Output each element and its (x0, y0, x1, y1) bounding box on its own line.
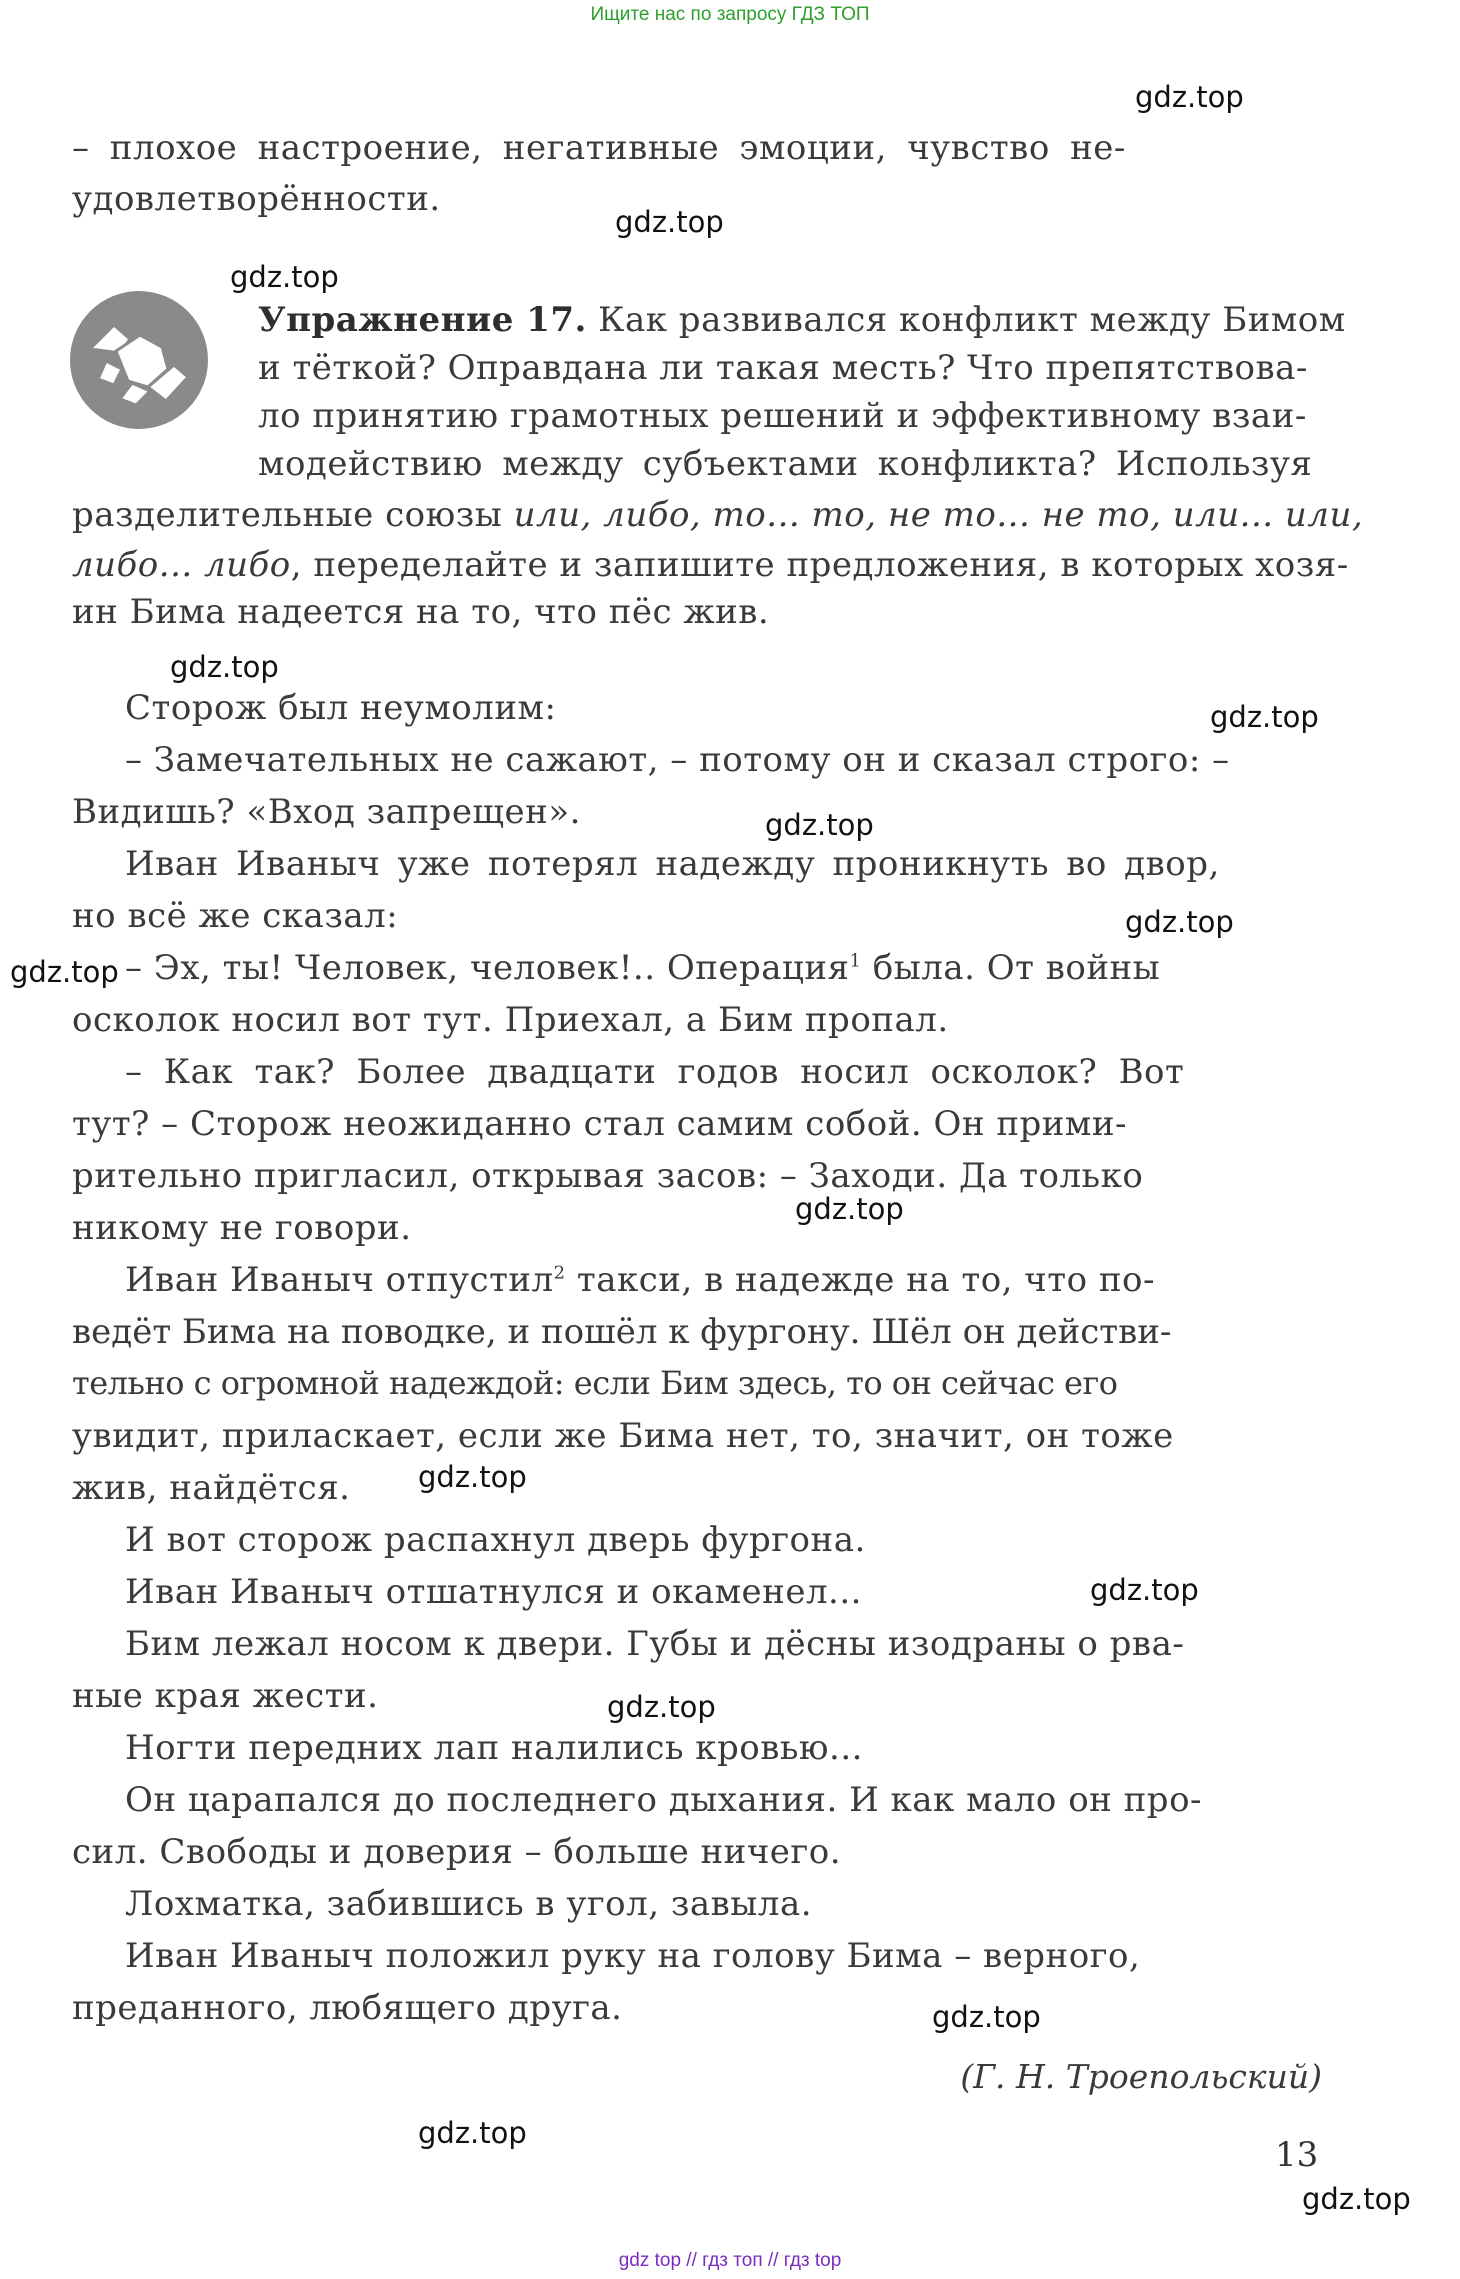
story-line: Лохматка, забившись в угол, завыла. (125, 1884, 813, 1924)
story-line: увидит, приласкает, если же Бима нет, то, значит, он тоже (72, 1416, 1174, 1456)
conjunctions-list: или, либо, то... то, не то... не то, или... или, (513, 495, 1364, 535)
story-line: Иван Иваныч отшатнулся и окаменел... (125, 1572, 862, 1612)
exercise-line: модействию между субъектами конфликта? Используя (258, 444, 1313, 484)
story-line: тельно с огромной надеждой: если Бим здесь, то он сейчас его (72, 1364, 1118, 1402)
story-line: сил. Свободы и доверия – больше ничего. (72, 1832, 842, 1872)
watermark: gdz.top (1210, 700, 1319, 734)
watermark: gdz.top (765, 808, 874, 842)
top-banner[interactable]: Ищите нас по запросу ГДЗ ТОП (590, 4, 870, 25)
watermark: gdz.top (607, 1690, 716, 1724)
footnote-mark: 2 (553, 1262, 566, 1284)
story-line: Ногти передних лап налились кровью... (125, 1728, 863, 1768)
story-line: но всё же сказал: (72, 896, 399, 936)
page-number: 13 (1275, 2135, 1319, 2175)
story-line: И вот сторож распахнул дверь фургона. (125, 1520, 866, 1560)
exercise-text: разделительные союзы (72, 495, 514, 535)
story-line: ведёт Бима на поводке, и пошёл к фургону. Шёл он действи- (72, 1312, 1172, 1352)
exercise-line (72, 545, 1349, 585)
intro-line: удовлетворённости. (72, 179, 441, 219)
story-line: Видишь? «Вход запрещен». (72, 792, 581, 832)
watermark: gdz.top (1302, 2182, 1411, 2216)
footnote-mark: 1 (849, 950, 862, 972)
intro-line: – плохое настроение, негативные эмоции, чувство не- (72, 128, 1126, 168)
story-line: жив, найдётся. (72, 1468, 351, 1508)
watermark: gdz.top (170, 650, 279, 684)
story-text: – Эх, ты! Человек, человек!.. Операция (125, 948, 850, 988)
exercise-line: ло принятию грамотных решений и эффективному взаи- (258, 396, 1307, 436)
story-line: никому не говори. (72, 1208, 412, 1248)
story-line: – Замечательных не сажают, – потому он и сказал строго: – (125, 740, 1230, 780)
story-line: Бим лежал носом к двери. Губы и дёсны изодраны о рва- (125, 1624, 1185, 1664)
watermark: gdz.top (795, 1192, 904, 1226)
exercise-text: Как развивался конфликт между Бимом (586, 300, 1346, 340)
story-line: ные края жести. (72, 1676, 379, 1716)
story-text: Иван Иваныч отпустил (125, 1260, 554, 1300)
story-line (125, 1260, 1155, 1300)
story-line: Иван Иваныч уже потерял надежду проникнуть во двор, (125, 844, 1220, 884)
watermark: gdz.top (615, 205, 724, 239)
watermark: gdz.top (418, 1460, 527, 1494)
watermark: gdz.top (932, 2000, 1041, 2034)
exercise-line: ин Бима надеется на то, что пёс жив. (72, 592, 770, 632)
story-text: была. От войны (861, 948, 1161, 988)
story-line: осколок носил вот тут. Приехал, а Бим пропал. (72, 1000, 949, 1040)
exercise-text: , переделайте и запишите предложения, в которых хозя- (290, 545, 1349, 585)
story-line: – Как так? Более двадцати годов носил осколок? Вот (125, 1052, 1185, 1092)
story-line: Иван Иваныч положил руку на голову Бима – верного, (125, 1936, 1141, 1976)
exercise-line: и тёткой? Оправдана ли такая месть? Что препятствова- (258, 348, 1308, 388)
watermark: gdz.top (1090, 1573, 1199, 1607)
footer-links[interactable]: gdz top // гдз топ // гдз top (618, 2250, 842, 2271)
watermark: gdz.top (1135, 80, 1244, 114)
exercise-line (258, 300, 1346, 340)
story-line: Сторож был неумолим: (125, 688, 557, 728)
story-line: рительно пригласил, открывая засов: – Заходи. Да только (72, 1156, 1144, 1196)
watermark: gdz.top (230, 260, 339, 294)
story-text: такси, в надежде на то, что по- (565, 1260, 1155, 1300)
exercise-line (72, 495, 1363, 535)
handshake-icon (70, 291, 208, 429)
watermark: gdz.top (418, 2116, 527, 2150)
story-line (125, 948, 1160, 988)
author-signature: (Г. Н. Троепольский) (960, 2057, 1322, 2096)
story-line: Он царапался до последнего дыхания. И как мало он про- (125, 1780, 1203, 1820)
watermark: gdz.top (10, 955, 119, 989)
watermark: gdz.top (1125, 905, 1234, 939)
story-line: тут? – Сторож неожиданно стал самим собой. Он прими- (72, 1104, 1128, 1144)
conjunctions-list: либо... либо (72, 545, 291, 585)
story-line: преданного, любящего друга. (72, 1988, 623, 2028)
exercise-label: Упражнение 17. (258, 300, 587, 340)
